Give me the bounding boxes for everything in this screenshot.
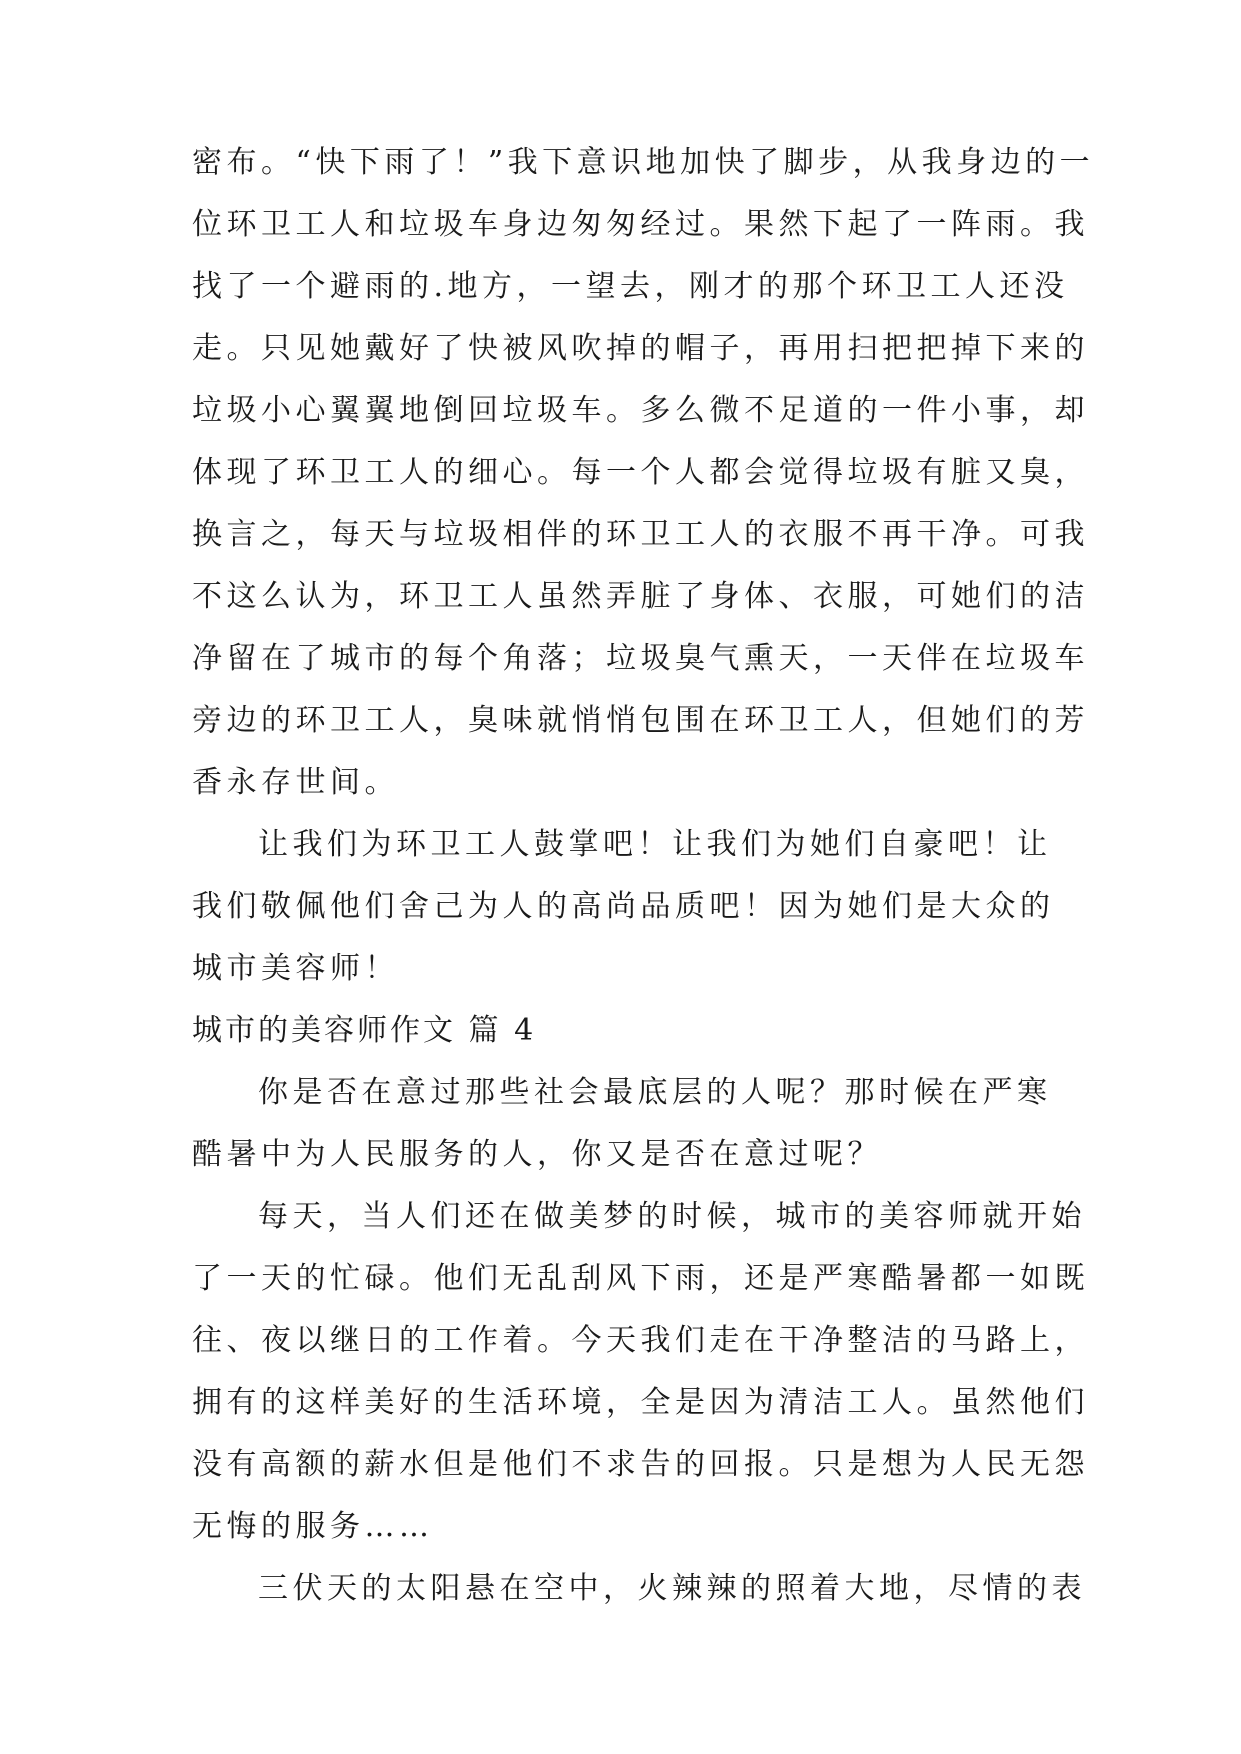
text-line: 你是否在意过那些社会最底层的人呢？那时候在严寒	[258, 1075, 1052, 1110]
document-body	[192, 132, 1095, 1620]
text-line: 找了一个避雨的.地方，一望去，刚才的那个环卫工人还没	[192, 269, 1069, 304]
text-line: 位环卫工人和垃圾车身边匆匆经过。果然下起了一阵雨。我	[192, 207, 1089, 242]
text-line: 了一天的忙碌。他们无乱刮风下雨，还是严寒酷暑都一如既	[192, 1261, 1089, 1296]
text-line: 走。只见她戴好了快被风吹掉的帽子，再用扫把把掉下来的	[192, 331, 1089, 366]
text-line: 三伏天的太阳悬在空中，火辣辣的照着大地，尽情的表	[258, 1571, 1086, 1606]
text-line: 体现了环卫工人的细心。每一个人都会觉得垃圾有脏又臭，	[192, 455, 1089, 490]
text-line: 旁边的环卫工人，臭味就悄悄包围在环卫工人，但她们的芳	[192, 703, 1089, 738]
text-line: 没有高额的薪水但是他们不求告的回报。只是想为人民无怨	[192, 1447, 1089, 1482]
text-line: 不这么认为，环卫工人虽然弄脏了身体、衣服，可她们的洁	[192, 579, 1089, 614]
text-line: 净留在了城市的每个角落；垃圾臭气熏天，一天伴在垃圾车	[192, 641, 1089, 676]
text-line: 往、夜以继日的工作着。今天我们走在干净整洁的马路上，	[192, 1323, 1089, 1358]
text-line: 无悔的服务……	[192, 1509, 434, 1544]
text-line: 垃圾小心翼翼地倒回垃圾车。多么微不足道的一件小事，却	[192, 393, 1089, 428]
text-line: 城市美容师！	[192, 951, 399, 986]
text-line: 让我们为环卫工人鼓掌吧！让我们为她们自豪吧！让	[258, 827, 1052, 862]
text-line: 香永存世间。	[192, 765, 399, 800]
section-heading: 城市的美容师作文 篇 4	[192, 1013, 537, 1048]
text-line: 酷暑中为人民服务的人，你又是否在意过呢？	[192, 1137, 882, 1172]
text-line: 每天，当人们还在做美梦的时候，城市的美容师就开始	[258, 1199, 1086, 1234]
text-line: 我们敬佩他们舍己为人的高尚品质吧！因为她们是大众的	[192, 889, 1055, 924]
text-line: 密布。“快下雨了！”我下意识地加快了脚步，从我身边的一	[192, 145, 1095, 180]
text-line: 拥有的这样美好的生活环境，全是因为清洁工人。虽然他们	[192, 1385, 1089, 1420]
text-line: 换言之，每天与垃圾相伴的环卫工人的衣服不再干净。可我	[192, 517, 1089, 552]
